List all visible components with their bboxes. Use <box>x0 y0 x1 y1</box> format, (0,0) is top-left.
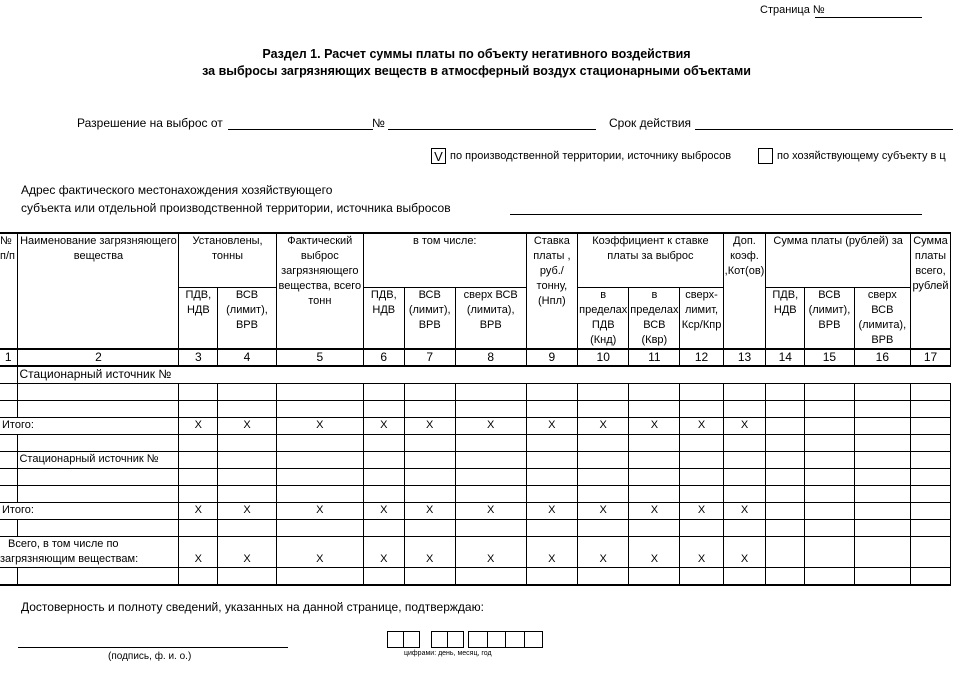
total-row <box>0 502 951 519</box>
col-num: 8 <box>455 349 526 366</box>
x-mark: X <box>578 536 629 567</box>
x-mark: X <box>578 417 629 434</box>
grand-total-label <box>0 536 179 567</box>
cell[interactable] <box>805 536 854 567</box>
x-mark: X <box>179 417 218 434</box>
address-field[interactable] <box>510 214 922 215</box>
validity-label: Срок действия <box>609 116 692 130</box>
header-c15: ВСВ (лимит), ВРВ <box>805 287 854 349</box>
total-label: Итого: <box>0 417 179 434</box>
header-established: Установлены, тонны <box>179 233 276 287</box>
date-year-boxes[interactable] <box>468 631 543 648</box>
header-number: № п/п <box>0 233 18 349</box>
x-mark: X <box>578 502 629 519</box>
x-mark: X <box>455 502 526 519</box>
permit-number-field[interactable] <box>388 129 596 130</box>
source-row <box>0 366 951 384</box>
x-mark: X <box>363 536 404 567</box>
header-c14: ПДВ, НДВ <box>766 287 805 349</box>
header-extra-coef: Доп. коэф. ,Кот(ов) <box>723 233 766 349</box>
signature-field[interactable] <box>18 647 288 648</box>
header-actual-emission: Фактический выброс загрязняющего вещества, всего тонн <box>276 233 363 349</box>
header-coefficient: Коэффициент к ставке платы за выброс <box>578 233 724 287</box>
address-label-line2: субъекта или отдельной производственной территории, источника выбросов <box>21 201 451 215</box>
header-c11: в пределах ВСВ (Квр) <box>629 287 680 349</box>
header-rate: Ставка платы , руб./тонну, (Нпл) <box>526 233 578 349</box>
cell[interactable] <box>911 536 951 567</box>
x-mark: X <box>363 502 404 519</box>
table-row[interactable] <box>0 383 951 400</box>
x-mark: X <box>218 536 276 567</box>
header-c4: ВСВ (лимит), ВРВ <box>218 287 276 349</box>
col-num: 1 <box>0 349 18 366</box>
validity-field[interactable] <box>695 129 953 130</box>
option-entity-label: по хозяйствующему субъекту в ц <box>777 150 946 162</box>
x-mark: X <box>629 536 680 567</box>
cell[interactable] <box>805 417 854 434</box>
grand-total-row <box>0 536 951 567</box>
x-mark: X <box>526 417 578 434</box>
x-mark: X <box>455 536 526 567</box>
cell[interactable] <box>854 536 910 567</box>
permit-date-field[interactable] <box>228 129 373 130</box>
date-hint: цифрами: день, месяц, год <box>404 650 492 657</box>
x-mark: X <box>629 502 680 519</box>
cell[interactable] <box>911 417 951 434</box>
option-territory-checkbox[interactable]: V <box>431 148 446 164</box>
x-mark: X <box>179 502 218 519</box>
x-mark: X <box>723 536 766 567</box>
date-month-boxes[interactable] <box>431 631 464 648</box>
x-mark: X <box>404 417 455 434</box>
page-number-field[interactable] <box>815 17 922 18</box>
option-territory-label: по производственной территории, источнику выбросов <box>450 150 732 162</box>
x-mark: X <box>680 417 723 434</box>
x-mark: X <box>218 417 276 434</box>
col-num: 14 <box>766 349 805 366</box>
col-num: 15 <box>805 349 854 366</box>
col-num: 3 <box>179 349 218 366</box>
section-title-line1: Раздел 1. Расчет суммы платы по объекту негативного воздействия <box>262 47 691 61</box>
col-num: 9 <box>526 349 578 366</box>
source-row <box>0 451 951 468</box>
column-numbers-row <box>0 349 951 366</box>
cell[interactable] <box>0 366 18 384</box>
header-c16: сверх ВСВ (лимита), ВРВ <box>854 287 910 349</box>
permit-number-label: № <box>372 116 385 130</box>
cell[interactable] <box>854 417 910 434</box>
header-c6: ПДВ, НДВ <box>363 287 404 349</box>
header-substance-name: Наименование загрязняющего вещества <box>18 233 179 349</box>
cell[interactable] <box>854 502 910 519</box>
x-mark: X <box>723 417 766 434</box>
table-row[interactable] <box>0 434 951 451</box>
table-row[interactable] <box>0 519 951 536</box>
grand-total-label-line1: Всего, в том числе по <box>8 537 119 550</box>
col-num: 11 <box>629 349 680 366</box>
header-c3: ПДВ, НДВ <box>179 287 218 349</box>
col-num: 6 <box>363 349 404 366</box>
x-mark: X <box>526 536 578 567</box>
col-num: 2 <box>18 349 179 366</box>
page-number-label: Страница № <box>760 4 825 16</box>
date-day-boxes[interactable] <box>387 631 420 648</box>
cell[interactable] <box>911 502 951 519</box>
address-label-line1: Адрес фактического местонахождения хозяйствующего <box>21 183 333 197</box>
col-num: 4 <box>218 349 276 366</box>
x-mark: X <box>276 536 363 567</box>
col-num: 7 <box>404 349 455 366</box>
x-mark: X <box>404 502 455 519</box>
total-label: Итого: <box>0 502 179 519</box>
header-payment-sum: Сумма платы (рублей) за <box>766 233 911 287</box>
confirmation-text: Достоверность и полноту сведений, указанных на данной странице, подтверждаю: <box>21 600 484 614</box>
table-row[interactable] <box>0 567 951 585</box>
emissions-payment-table <box>0 232 951 586</box>
x-mark: X <box>680 502 723 519</box>
header-c7: ВСВ (лимит), ВРВ <box>404 287 455 349</box>
x-mark: X <box>680 536 723 567</box>
header-c10: в пределах ПДВ (Кнд) <box>578 287 629 349</box>
option-entity-checkbox[interactable] <box>758 148 773 164</box>
x-mark: X <box>179 536 218 567</box>
cell[interactable] <box>766 536 805 567</box>
cell[interactable] <box>766 502 805 519</box>
grand-total-label-line2: загрязняющим веществам: <box>0 552 139 565</box>
header-total-sum: Сумма платы всего, рублей <box>911 233 951 349</box>
permit-label: Разрешение на выброс от <box>77 116 223 130</box>
x-mark: X <box>723 502 766 519</box>
x-mark: X <box>363 417 404 434</box>
table-row[interactable] <box>0 468 951 485</box>
signature-label: (подпись, ф. и. о.) <box>108 651 192 662</box>
col-num: 10 <box>578 349 629 366</box>
x-mark: X <box>276 502 363 519</box>
header-including: в том числе: <box>363 233 526 287</box>
x-mark: X <box>404 536 455 567</box>
section-title-line2: за выбросы загрязняющих веществ в атмосферный воздух стационарными объектами <box>202 64 751 78</box>
x-mark: X <box>218 502 276 519</box>
col-num: 5 <box>276 349 363 366</box>
header-c12: сверх-лимит, Кср/Кпр <box>680 287 723 349</box>
col-num: 16 <box>854 349 910 366</box>
cell[interactable] <box>805 502 854 519</box>
col-num: 17 <box>911 349 951 366</box>
table-row[interactable] <box>0 400 951 417</box>
col-num: 13 <box>723 349 766 366</box>
source-label: Стационарный источник № <box>18 366 951 384</box>
x-mark: X <box>629 417 680 434</box>
total-row <box>0 417 951 434</box>
cell[interactable] <box>766 417 805 434</box>
x-mark: X <box>276 417 363 434</box>
header-c8: сверх ВСВ (лимита), ВРВ <box>455 287 526 349</box>
table-row[interactable] <box>0 485 951 502</box>
col-num: 12 <box>680 349 723 366</box>
x-mark: X <box>455 417 526 434</box>
x-mark: X <box>526 502 578 519</box>
source-label: Стационарный источник № <box>18 451 179 468</box>
